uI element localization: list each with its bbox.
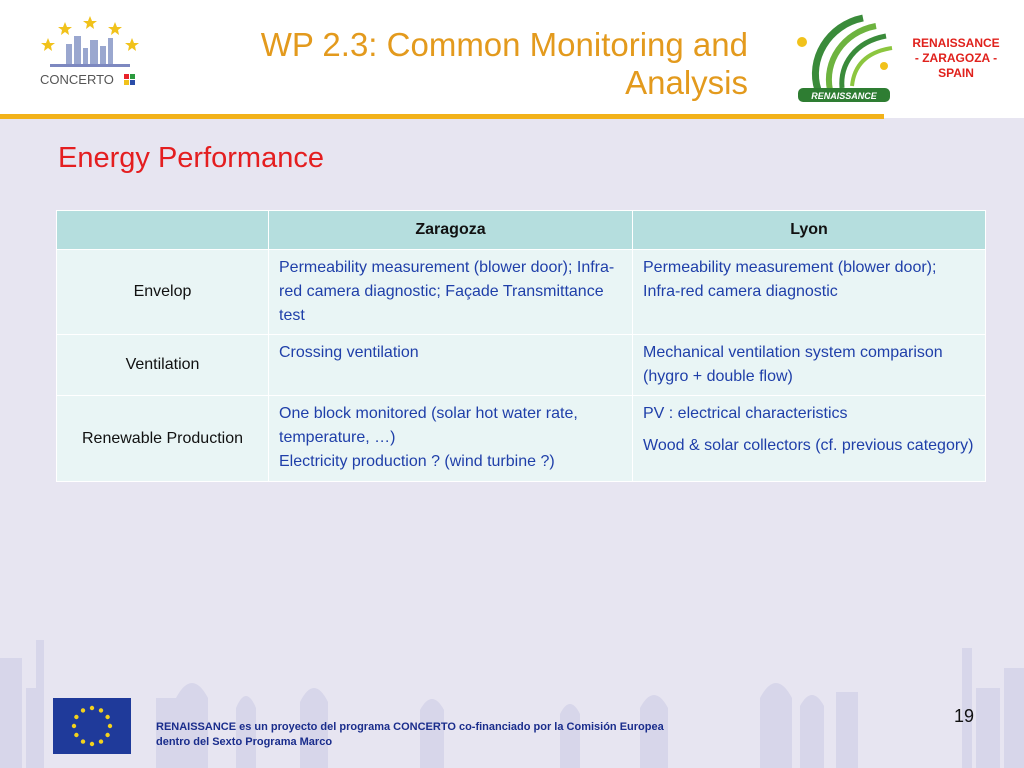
slide-title	[188, 26, 748, 102]
cell-text: Permeability measurement (blower door); Infra-red camera diagnostic; Façade Transmittance test	[279, 259, 615, 324]
project-location-line-3: SPAIN	[938, 66, 974, 80]
section-title: Energy Performance	[58, 142, 324, 174]
concerto-logo	[30, 14, 150, 92]
cell-text: Permeability measurement (blower door); Infra-red camera diagnostic	[643, 259, 937, 300]
cell-zaragoza-ventilation	[269, 335, 633, 396]
concerto-logo-text: CONCERTO	[40, 72, 114, 87]
funding-notice-line-2: dentro del Sexto Programa Marco	[156, 736, 333, 748]
cell-text: PV : electrical characteristics	[643, 405, 848, 422]
table-row	[57, 396, 986, 482]
table-header-row	[57, 211, 986, 250]
row-label-renewable-production: Renewable Production	[57, 396, 269, 482]
cell-text: Mechanical ventilation system comparison (hygro + double flow)	[643, 344, 943, 385]
energy-performance-table	[56, 210, 986, 482]
table-row	[57, 250, 986, 335]
cell-lyon-envelop	[633, 250, 986, 335]
row-label-envelop: Envelop	[57, 250, 269, 335]
slide-title-line-2: Analysis	[625, 64, 748, 101]
slide-title-line-1: WP 2.3: Common Monitoring and	[260, 26, 748, 63]
cell-text: Wood & solar collectors (cf. previous category)	[643, 437, 974, 454]
eu-flag-icon	[53, 698, 131, 754]
header-rule	[0, 114, 884, 119]
table-row	[57, 335, 986, 396]
page-number: 19	[953, 706, 974, 726]
column-header-lyon: Lyon	[633, 211, 986, 250]
project-location-line-1: RENAISSANCE	[912, 36, 1000, 50]
column-header-zaragoza: Zaragoza	[269, 211, 633, 250]
funding-notice-line-1: RENAISSANCE es un proyecto del programa CONCERTO co-financiado por la Comisión Europea	[156, 721, 664, 733]
cell-lyon-ventilation	[633, 335, 986, 396]
cell-text: One block monitored (solar hot water rate, temperature, …)	[279, 405, 578, 446]
cell-lyon-renewable-production	[633, 396, 986, 482]
sun-icon	[797, 37, 807, 47]
renaissance-logo	[788, 10, 896, 106]
cell-zaragoza-renewable-production	[269, 396, 633, 482]
funding-notice	[156, 720, 776, 750]
project-location	[900, 36, 1012, 81]
cell-zaragoza-envelop	[269, 250, 633, 335]
renaissance-logo-text: RENAISSANCE	[811, 91, 877, 101]
cell-text: Crossing ventilation	[279, 344, 419, 361]
column-header-empty	[57, 211, 269, 250]
cell-text: Electricity production ? (wind turbine ?)	[279, 453, 555, 470]
row-label-ventilation: Ventilation	[57, 335, 269, 396]
project-location-line-2: - ZARAGOZA -	[914, 51, 998, 65]
